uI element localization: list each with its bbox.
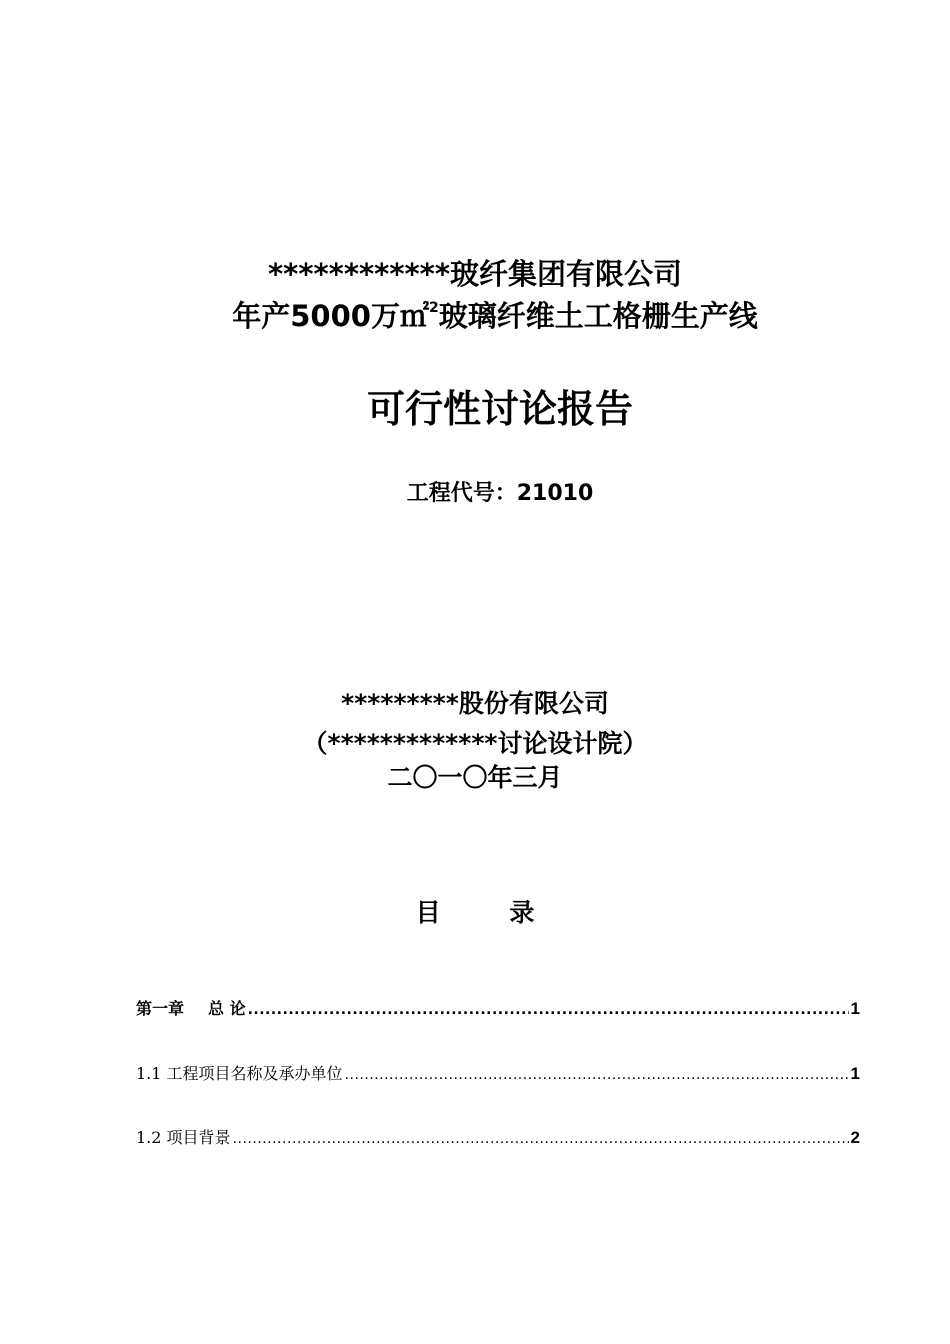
company-title: ************玻纤集团有限公司 bbox=[268, 257, 682, 291]
project-title-suffix: 玻璃纤维土工格栅生产线 bbox=[438, 299, 758, 333]
toc-chapter-title: 总 论 bbox=[208, 999, 246, 1018]
area-unit-superscript: 2 bbox=[428, 300, 439, 316]
toc-entry-label: 1.2 项目背景 bbox=[136, 1128, 231, 1147]
report-date: 二〇一〇年三月 bbox=[387, 763, 563, 792]
design-institute: （*************讨论设计院） bbox=[302, 729, 648, 758]
toc-entry-chapter-1[interactable] bbox=[136, 996, 860, 1019]
project-title-prefix: 年产5000万㎡ bbox=[232, 299, 429, 333]
project-title bbox=[20, 294, 950, 335]
toc-dot-leader bbox=[233, 1131, 849, 1147]
toc-chapter-number: 第一章 bbox=[136, 999, 185, 1018]
toc-page-number: 1 bbox=[850, 1064, 860, 1083]
toc-page-number: 2 bbox=[850, 1128, 860, 1147]
issuing-company: *********股份有限公司 bbox=[341, 689, 609, 718]
toc-entry-section-1-1[interactable] bbox=[136, 1061, 860, 1084]
project-code: 工程代号：21010 bbox=[406, 481, 594, 506]
toc-page-number: 1 bbox=[850, 999, 860, 1018]
toc-entry-section-1-2[interactable] bbox=[136, 1125, 860, 1148]
report-title: 可行性讨论报告 bbox=[366, 387, 633, 431]
toc-entry-label bbox=[136, 996, 246, 1019]
toc-entry-label: 1.1 工程项目名称及承办单位 bbox=[136, 1064, 343, 1083]
toc-dot-leader bbox=[248, 1002, 849, 1018]
toc-heading: 目 录 bbox=[415, 898, 565, 927]
toc-dot-leader bbox=[345, 1067, 849, 1083]
